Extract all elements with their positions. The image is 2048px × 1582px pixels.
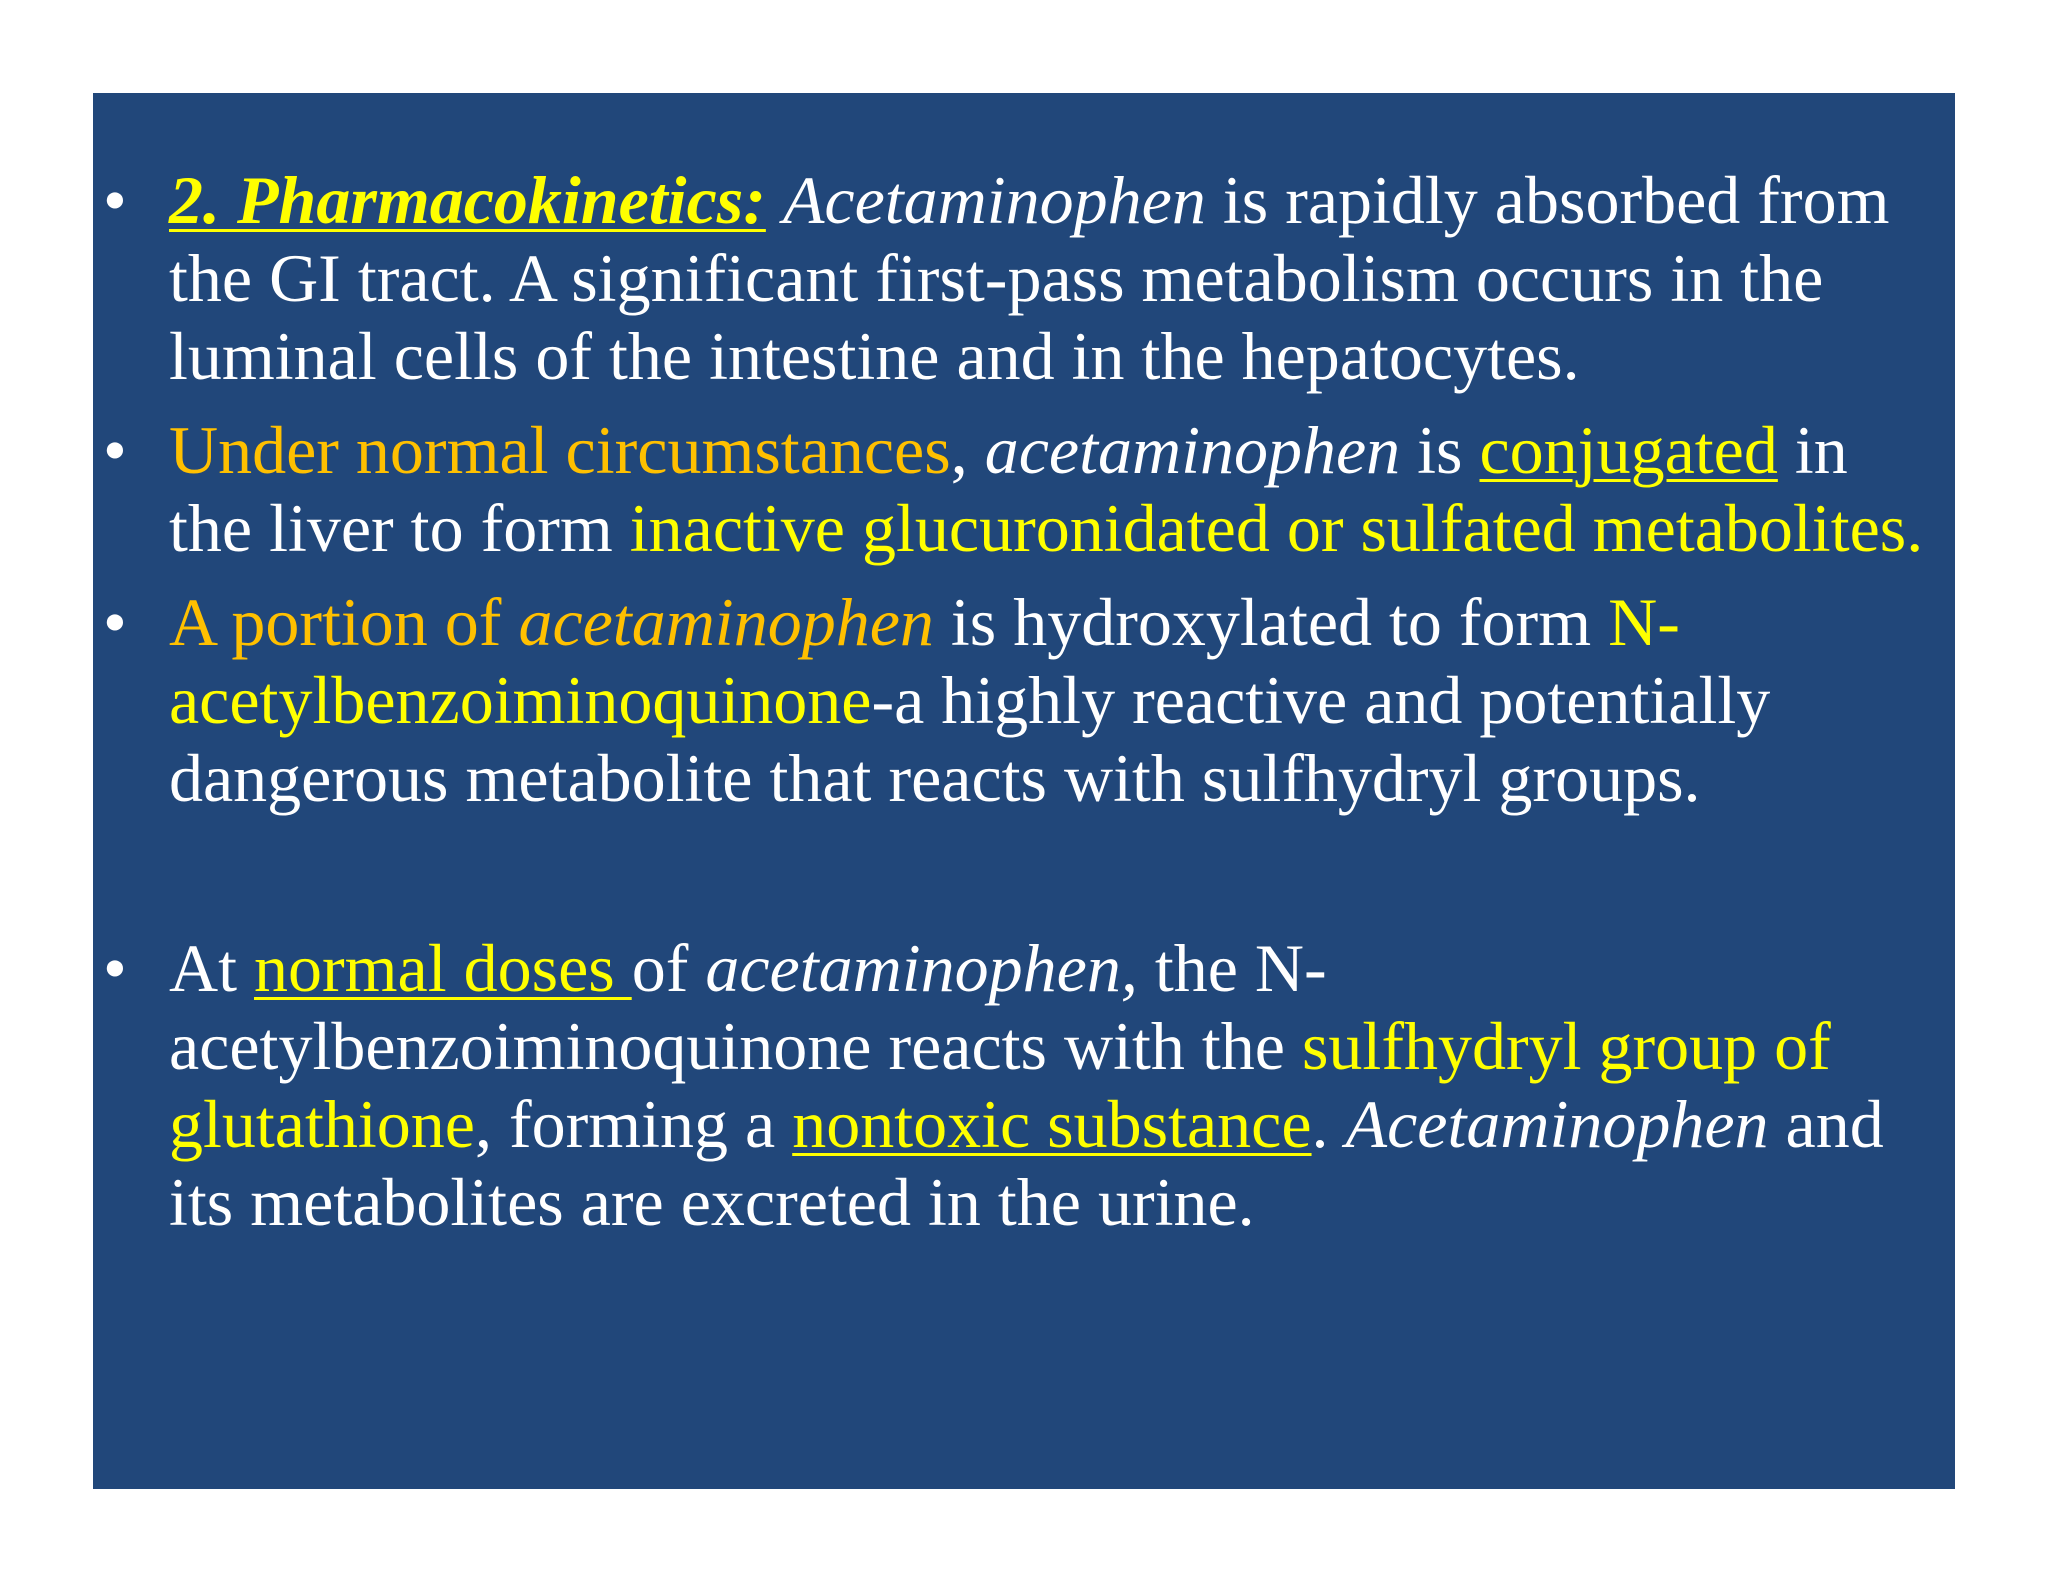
text-run: -a highly reactive and potentially dangerous metabolite that reacts with sulfhydryl groups. — [169, 662, 1771, 816]
text-run: is — [1400, 412, 1480, 488]
drug-name: acetaminophen — [518, 584, 934, 660]
text-run: is rapidly absorbed from the GI tract. A significant first-pass metabolism occurs in the luminal cells of the intestine and in the hepatocytes. — [169, 162, 1890, 394]
text-run: is hydroxylated to form — [933, 584, 1609, 660]
bullet-item-hydroxylation — [93, 583, 1955, 817]
text-run: and its metabolites are excreted in the urine. — [169, 1086, 1884, 1240]
text-run: , forming a — [474, 1086, 793, 1162]
highlight-orange: A portion of — [169, 584, 519, 660]
text-run: of — [631, 930, 706, 1006]
text-run: in the liver to form — [169, 412, 1848, 566]
bullet-item-conjugation — [93, 411, 1955, 567]
drug-name: Acetaminophen — [1345, 1086, 1769, 1162]
bullet-item-normal-doses — [93, 929, 1955, 1241]
bullet-marker: • — [103, 584, 127, 660]
section-heading: 2. Pharmacokinetics: — [169, 162, 766, 238]
slide — [93, 93, 1955, 1489]
text-run: , — [950, 412, 985, 488]
bullet-marker: • — [103, 162, 127, 238]
highlight-orange: Under normal circumstances — [169, 412, 951, 488]
highlight-yellow: sulfhydryl group of glutathione — [169, 1008, 1831, 1162]
highlight-underlined: nontoxic substance — [792, 1086, 1312, 1162]
text-run — [766, 162, 783, 238]
bullet-list — [93, 161, 1955, 1241]
bullet-marker: • — [103, 930, 127, 1006]
drug-name: acetaminophen — [984, 412, 1401, 488]
drug-name: acetaminophen, — [705, 930, 1138, 1006]
bullet-item-pharmacokinetics — [93, 161, 1955, 395]
text-run: the N-acetylbenzoiminoquinone reacts with the — [169, 930, 1327, 1084]
text-run: At — [169, 930, 254, 1006]
drug-name: Acetaminophen — [782, 162, 1206, 238]
text-run: . — [1311, 1086, 1346, 1162]
bullet-marker: • — [103, 412, 127, 488]
highlight-yellow: N-acetylbenzoiminoquinone — [169, 584, 1680, 738]
highlight-yellow: inactive glucuronidated or sulfated metabolites. — [629, 490, 1924, 566]
highlight-underlined: normal doses — [254, 930, 632, 1006]
highlight-underlined: conjugated — [1479, 412, 1778, 488]
